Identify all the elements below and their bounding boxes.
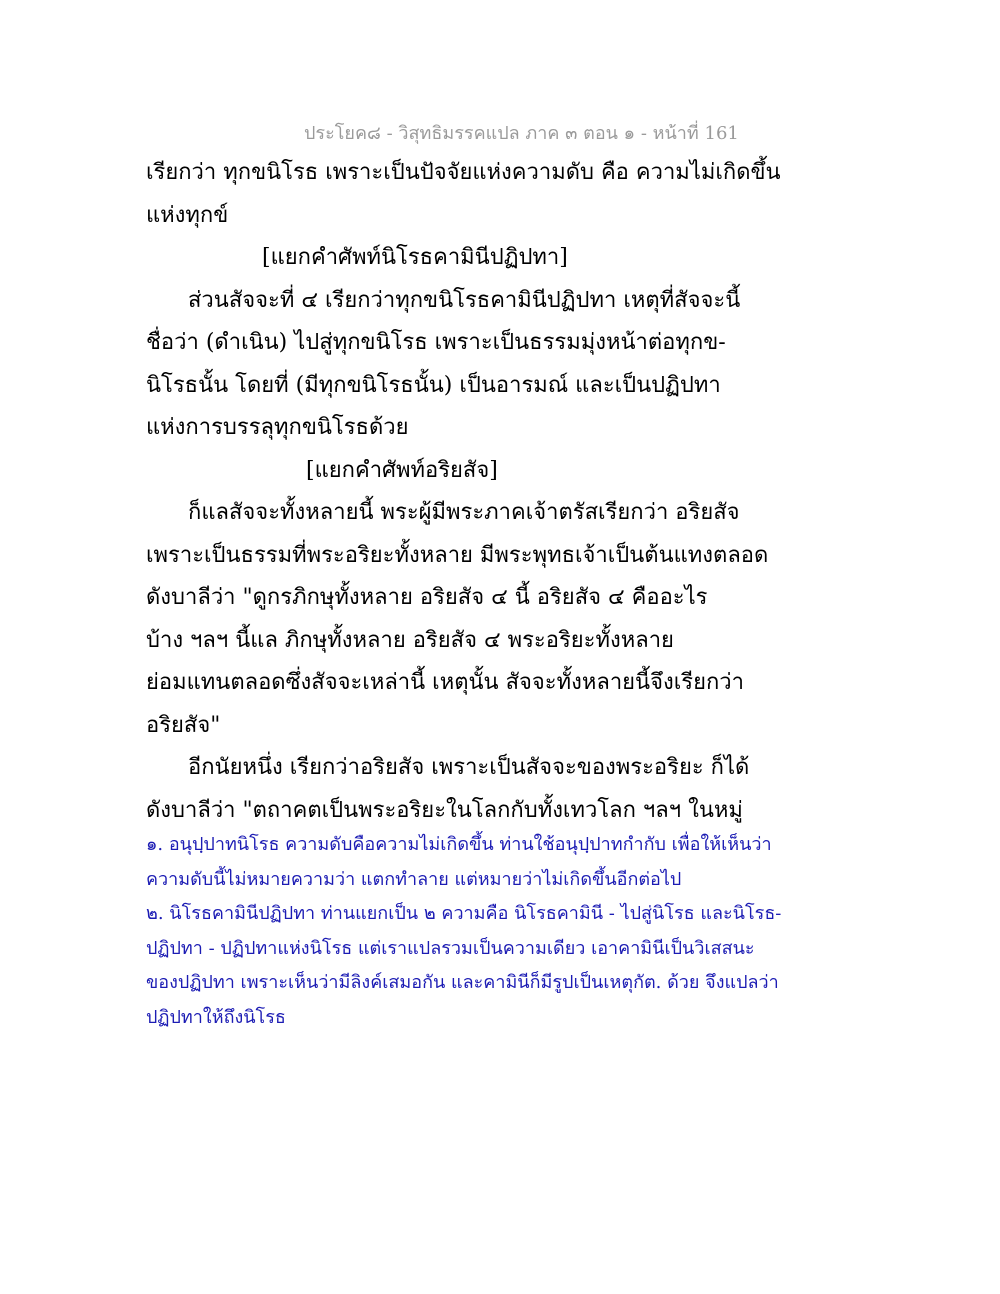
text-line: แห่งการบรรลุทุกขนิโรธด้วย [146, 415, 409, 440]
text-line: อีกนัยหนึ่ง เรียกว่าอริยสัจ เพราะเป็นสัจจะของพระอริยะ ก็ได้ [188, 755, 750, 780]
main-text [146, 152, 781, 832]
running-header: ประโยค๘ - วิสุทธิมรรคแปล ภาค ๓ ตอน ๑ - หน้าที่ 161 [304, 123, 739, 144]
footnotes [146, 828, 786, 1035]
footnote-line: ๑. อนุปฺปาทนิโรธ ความดับคือความไม่เกิดขึ้น ท่านใช้อนุปฺปาทกำกับ เพื่อให้เห็นว่า [146, 834, 772, 855]
section-heading-ariyasacca: [แยกคำศัพท์อริยสัจ] [306, 457, 498, 483]
footnote-line: ๒. นิโรธคามินีปฏิปทา ท่านแยกเป็น ๒ ความคือ นิโรธคามินี - ไปสู่นิโรธ และนิโรธ- [146, 903, 782, 924]
footnote-line: ปฏิปทา - ปฏิปทาแห่งนิโรธ แต่เราแปลรวมเป็นความเดียว เอาคามินีเป็นวิเสสนะ [146, 937, 755, 959]
text-line: ดังบาลีว่า "ดูกรภิกษุทั้งหลาย อริยสัจ ๔ นี้ อริยสัจ ๔ คืออะไร [146, 585, 708, 610]
text-line: ดังบาลีว่า "ตถาคตเป็นพระอริยะในโลกกับทั้งเทวโลก ฯลฯ ในหมู่ [146, 797, 743, 823]
footnote-line: ความดับนี้ไม่หมายความว่า แตกทำลาย แต่หมายว่าไม่เกิดขึ้นอีกต่อไป [146, 868, 682, 890]
text-line: เรียกว่า ทุกขนิโรธ เพราะเป็นปัจจัยแห่งความดับ คือ ความไม่เกิดขึ้น [146, 160, 781, 185]
footnote-line: ของปฏิปทา เพราะเห็นว่ามีลิงค์เสมอกัน และคามินีก็มีรูปเป็นเหตุกัต. ด้วย จึงแปลว่า [146, 972, 779, 993]
text-line: บ้าง ฯลฯ นี้แล ภิกษุทั้งหลาย อริยสัจ ๔ พระอริยะทั้งหลาย [146, 627, 674, 653]
text-line: ก็แลสัจจะทั้งหลายนี้ พระผู้มีพระภาคเจ้าตรัสเรียกว่า อริยสัจ [188, 500, 740, 525]
text-line: ส่วนสัจจะที่ ๔ เรียกว่าทุกขนิโรธคามินีปฏิปทา เหตุที่สัจจะนี้ [188, 287, 741, 313]
text-line: ชื่อว่า (ดำเนิน) ไปสู่ทุกขนิโรธ เพราะเป็นธรรมมุ่งหน้าต่อทุกข- [146, 330, 726, 355]
text-line: อริยสัจ" [146, 712, 221, 738]
text-line: ย่อมแทนตลอดซึ่งสัจจะเหล่านี้ เหตุนั้น สัจจะทั้งหลายนี้จึงเรียกว่า [146, 670, 744, 695]
section-heading-nirodhagamini: [แยกคำศัพท์นิโรธคามินีปฏิปทา] [262, 245, 568, 270]
text-line: เพราะเป็นธรรมที่พระอริยะทั้งหลาย มีพระพุทธเจ้าเป็นต้นแทงตลอด [146, 542, 769, 568]
footnote-line: ปฏิปทาให้ถึงนิโรธ [146, 1006, 286, 1028]
text-line: นิโรธนั้น โดยที่ (มีทุกขนิโรธนั้น) เป็นอารมณ์ และเป็นปฏิปทา [146, 372, 721, 398]
text-line: แห่งทุกข์ [146, 202, 229, 228]
